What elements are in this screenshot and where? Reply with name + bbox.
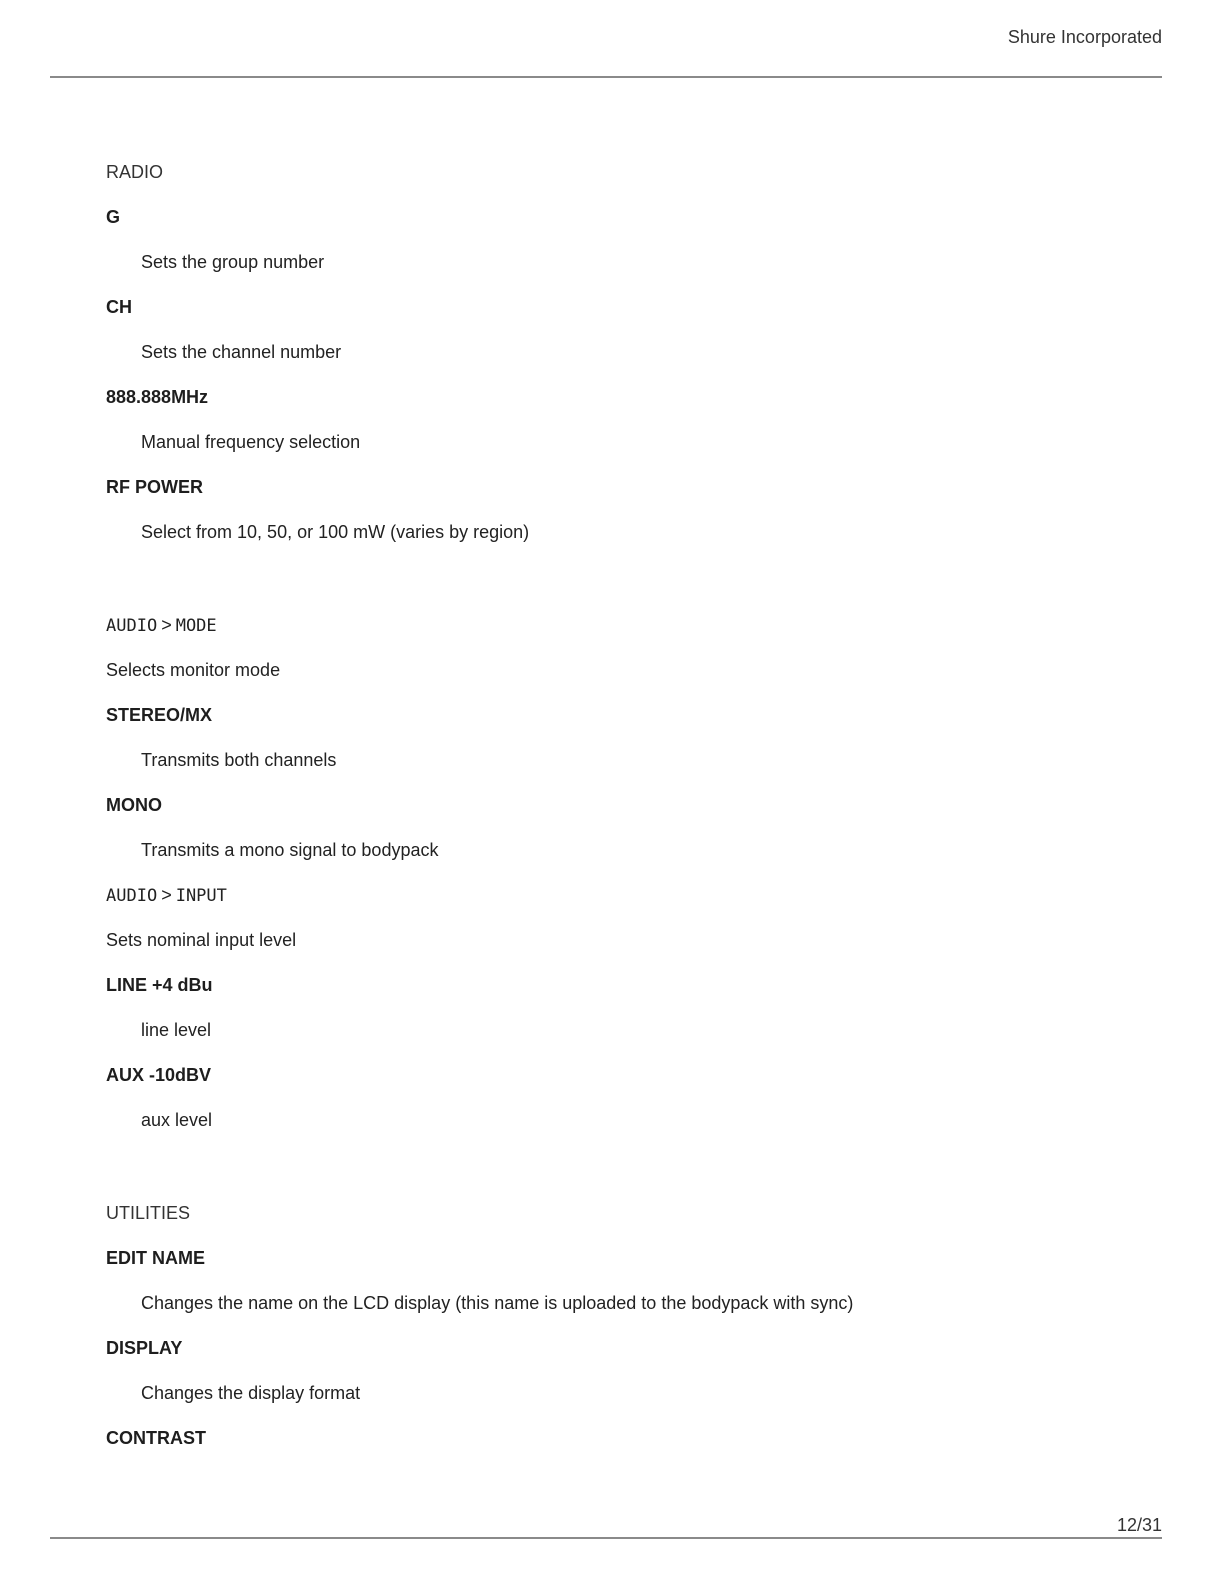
definition-term: STEREO/MX bbox=[106, 705, 213, 725]
definition-description: Sets the group number bbox=[141, 252, 325, 272]
definition-description: Sets the channel number bbox=[141, 342, 342, 362]
footer-divider bbox=[50, 1537, 1162, 1539]
page-number: 12/31 bbox=[1116, 1515, 1162, 1535]
menu-path-segment: MODE bbox=[175, 616, 217, 636]
definition-term: RF POWER bbox=[106, 477, 203, 497]
document-body bbox=[106, 162, 1156, 1449]
menu-path-separator: > bbox=[161, 615, 172, 635]
definition-term: MONO bbox=[106, 795, 162, 815]
definition-term: G bbox=[106, 207, 121, 227]
definition-term: LINE +4 dBu bbox=[106, 975, 213, 995]
header-divider bbox=[50, 76, 1162, 78]
definition-description: Manual frequency selection bbox=[141, 432, 361, 452]
definition-description: line level bbox=[141, 1020, 212, 1040]
definition-term: DISPLAY bbox=[106, 1338, 183, 1358]
menu-path-separator: > bbox=[161, 885, 172, 905]
definition-term: AUX -10dBV bbox=[106, 1065, 212, 1085]
utilities-section-title: UTILITIES bbox=[106, 1203, 191, 1223]
menu-path-segment: INPUT bbox=[175, 886, 227, 906]
definition-description: aux level bbox=[141, 1110, 213, 1130]
definition-term: CH bbox=[106, 297, 132, 317]
menu-path-audio-mode bbox=[106, 615, 1156, 636]
section-intro: Selects monitor mode bbox=[106, 660, 281, 680]
header-company-name: Shure Incorporated bbox=[1007, 27, 1162, 47]
definition-description: Select from 10, 50, or 100 mW (varies by region) bbox=[141, 522, 530, 542]
definition-term: CONTRAST bbox=[106, 1428, 206, 1448]
definition-description: Changes the display format bbox=[141, 1383, 361, 1403]
definition-description: Transmits a mono signal to bodypack bbox=[141, 840, 439, 860]
definition-term: EDIT NAME bbox=[106, 1248, 205, 1268]
section-intro: Sets nominal input level bbox=[106, 930, 297, 950]
definition-description: Changes the name on the LCD display (this name is uploaded to the bodypack with sync) bbox=[141, 1293, 854, 1313]
definition-description: Transmits both channels bbox=[141, 750, 337, 770]
radio-section-title: RADIO bbox=[106, 162, 164, 182]
definition-term: 888.888MHz bbox=[106, 387, 209, 407]
menu-path-segment: AUDIO bbox=[106, 616, 158, 636]
menu-path-segment: AUDIO bbox=[106, 886, 158, 906]
menu-path-audio-input bbox=[106, 885, 1156, 906]
